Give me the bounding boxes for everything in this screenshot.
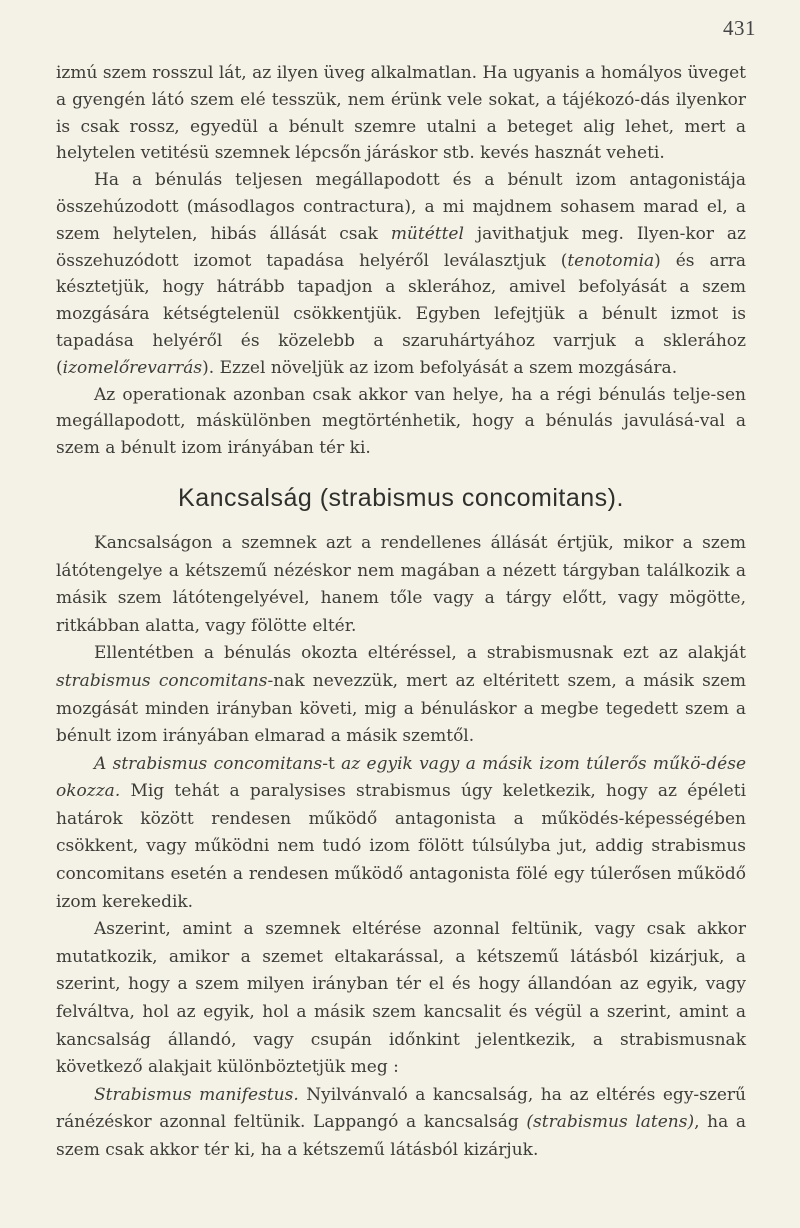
term-izomelorevarras: izomelőrevarrás: [62, 357, 203, 378]
term-strabismus-latens: (strabismus latens): [526, 1112, 695, 1133]
paragraph-classification: Aszerint, amint a szemnek eltérése azonnal feltünik, vagy csak akkor mutatkozik, amikor a szemet eltakarással, a kétszemű látásból kizárjuk, a szerint, hogy a szem milyen irányban tér el és hogy állandóan az egyik, vagy felváltva, hol az egyik, hol a másik szem kancsalit és végül a szerint, amint a kancsalság állandó, vagy csupán időnkint jelentkezik, a strabismusnak következő alakjait különböztetjük meg :: [56, 919, 746, 1078]
paragraph-operation: Az operationak azonban csak akkor van helye, ha a régi bénulás telje-sen megállapodott, máskülönben megtörténhetik, hogy a bénulás javulásá-val a szem a bénult izom irányában tér ki.: [56, 384, 746, 459]
paragraph-surgery: [56, 167, 746, 381]
text-run: Ellentétben a bénulás okozta eltéréssel, a strabismusnak ezt az alakját: [94, 643, 746, 664]
text-run: Ha a bénulás teljesen megállapodott és a bénult izom antagonistája összehúzodott (másodlagos contractura), a mi majdnem sohasem marad el, a szem helytelen, hibás állását csak: [56, 170, 746, 244]
term-tenotomia: tenotomia: [567, 250, 655, 271]
text-run: Nyilvánvaló a kancsalság, ha az eltérés egy-szerű ránézéskor azonnal feltünik. Lappangó a kancsalság: [56, 1084, 746, 1133]
paragraph-continued: izmú szem rosszul lát, az ilyen üveg alkalmatlan. Ha ugyanis a homályos üveget a gyengén látó szem elé tesszük, nem érünk vele sokat, a tájékozó-dás ilyenkor is csak rossz, egyedül a bénult szemre utalni a beteget alig lehet, mert a helytelen vetitésü szemnek lépcsőn járáskor stb. kevés hasznát veheti.: [56, 63, 746, 164]
page-body: [56, 60, 746, 1165]
section-heading: Kancsalság (strabismus concomitans).: [178, 483, 624, 512]
paragraph-definition: Kancsalságon a szemnek azt a rendellenes állását értjük, mikor a szem látótengelye a kétszemű nézéskor nem magában a nézett tárgyban találkozik a másik szem látótengelyével, hanem tőle vagy a tárgy előtt, vagy mögötte, ritkábban alatta, vagy fölötte eltér.: [56, 532, 746, 636]
term-strabismus-concomitans-cause: A strabismus concomitans: [94, 753, 323, 774]
text-run: -nak nevezzük, mert az eltéritett szem, a másik szem mozgását minden irányban követi, mig a bénuláskor a megbe tegedett szem a bénult izom irányában elmarad a másik szemtől.: [56, 670, 746, 747]
text-run: , ha a szem csak akkor tér ki, ha a kétszemű látásból kizárjuk.: [56, 1112, 746, 1161]
text-run: -t: [322, 753, 342, 774]
term-cause-emphasis: az egyik vagy a másik izom túlerős műkö-dése okozza.: [56, 753, 746, 802]
text-run: ) és arra késztetjük, hogy hátrább tapadjon a sklerához, amivel befolyását a szem mozgására kétségtelenül csökkentjük. Egyben lefejtjük a bénult izmot is tapadása helyéről és közelebb a szaruhártyához varrjuk a sklerához (: [56, 250, 746, 378]
page-number: 431: [723, 16, 756, 40]
text-run: javithatjuk meg. Ilyen-kor az összehuzódott izomot tapadása helyéről leválasztjuk (: [56, 223, 746, 271]
section-strabismus: [56, 530, 746, 1165]
paragraph-manifestus: [56, 1082, 746, 1165]
term-strabismus-manifestus: Strabismus manifestus.: [94, 1084, 299, 1105]
text-run: Mig tehát a paralysises strabismus úgy keletkezik, hogy az épéleti határok között rendesen működő antagonista a működés-képességében csökkent, vagy működni nem tudó izom fölött túlsúlyba jut, addig strabismus concomitans esetén a rendesen működő antagonista fölé egy túlerősen működő izom kerekedik.: [56, 781, 746, 912]
term-surgery: mütéttel: [390, 223, 464, 244]
paragraph-contrast: [56, 640, 746, 750]
text-run: ). Ezzel növeljük az izom befolyását a szem mozgására.: [202, 357, 678, 378]
paragraph-cause: [56, 751, 746, 917]
term-strabismus-concomitans: strabismus concomitans: [56, 670, 268, 691]
